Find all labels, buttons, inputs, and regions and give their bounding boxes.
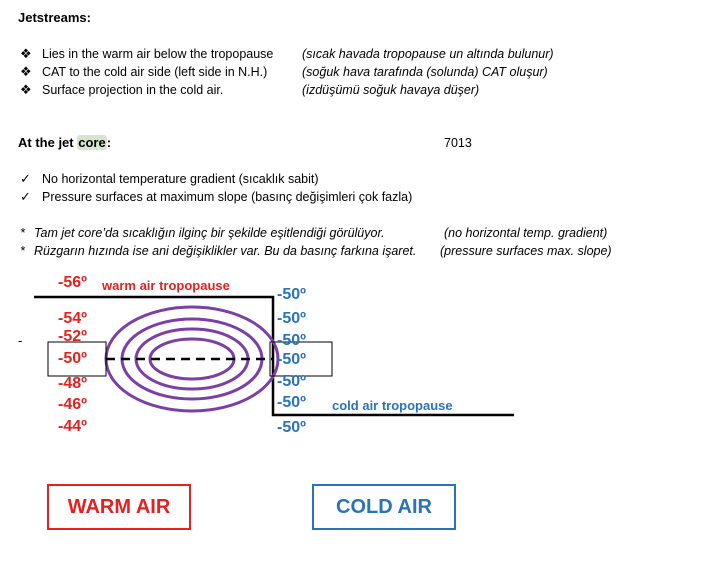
page-number: 7013 — [444, 136, 472, 150]
bullet-text-3: Surface projection in the cold air. — [42, 83, 224, 97]
check-text-1: No horizontal temperature gradient (sıcaklık sabit) — [42, 172, 319, 186]
warm-air-box: WARM AIR — [47, 484, 191, 530]
isotach-inner — [150, 339, 234, 379]
asterisk-icon: * — [20, 244, 25, 258]
bullet-text-2: CAT to the cold air side (left side in N.H.) — [42, 65, 268, 79]
cold-tropopause-label: cold air tropopause — [332, 398, 453, 413]
note-text-1: Tam jet core’da sıcaklığın ilginç bir şekilde eşitlendiği görülüyor. — [34, 226, 385, 240]
bullet-text-1: Lies in the warm air below the tropopause — [42, 47, 274, 61]
isotach-outer — [106, 307, 278, 411]
warm-temp-label: -50º — [58, 350, 87, 367]
asterisk-icon: * — [20, 226, 25, 240]
cold-temp-label: -50º — [277, 394, 306, 411]
cold-temp-label: -50º — [277, 419, 306, 436]
warm-tropopause-label: warm air tropopause — [102, 278, 230, 293]
heading-core-suffix: : — [106, 135, 112, 150]
warm-temp-label: -44º — [58, 418, 87, 435]
heading-core-highlight: core — [78, 135, 106, 150]
bullet-note-2: (soğuk hava tarafında (solunda) CAT oluşur) — [302, 65, 548, 79]
dash-mark: - — [18, 333, 23, 348]
diamond-bullet-icon: ❖ — [20, 46, 32, 61]
diamond-bullet-icon: ❖ — [20, 64, 32, 79]
warm-temp-label: -46º — [58, 396, 87, 413]
cold-temp-label: -50º — [277, 310, 306, 327]
checkmark-icon: ✓ — [20, 171, 31, 186]
note-text-2: Rüzgarın hızında ise ani değişiklikler var. Bu da basınç farkına işaret. — [34, 244, 417, 258]
cold-temp-label: -50º — [277, 351, 306, 368]
warm-temp-label: -54º — [58, 310, 87, 327]
bullet-note-3: (izdüşümü soğuk havaya düşer) — [302, 83, 480, 97]
cold-temp-label: -50º — [277, 286, 306, 303]
warm-temp-label: -56º — [58, 274, 87, 291]
warm-temp-label: -52º — [58, 328, 87, 345]
check-text-2: Pressure surfaces at maximum slope (basınç değişimleri çok fazla) — [42, 190, 413, 204]
checkmark-icon: ✓ — [20, 189, 31, 204]
note-en-2: (pressure surfaces max. slope) — [440, 244, 612, 258]
warm-temp-label: -48º — [58, 375, 87, 392]
cold-temp-label: -50º — [277, 332, 306, 349]
bullet-note-1: (sıcak havada tropopause un altında bulunur) — [302, 47, 554, 61]
heading-core-prefix: At the jet — [18, 135, 78, 150]
heading-jetstreams: Jetstreams: — [18, 10, 91, 25]
note-en-1: (no horizontal temp. gradient) — [444, 226, 608, 240]
cold-temp-label: -50º — [277, 373, 306, 390]
cold-air-box: COLD AIR — [312, 484, 456, 530]
diamond-bullet-icon: ❖ — [20, 82, 32, 97]
